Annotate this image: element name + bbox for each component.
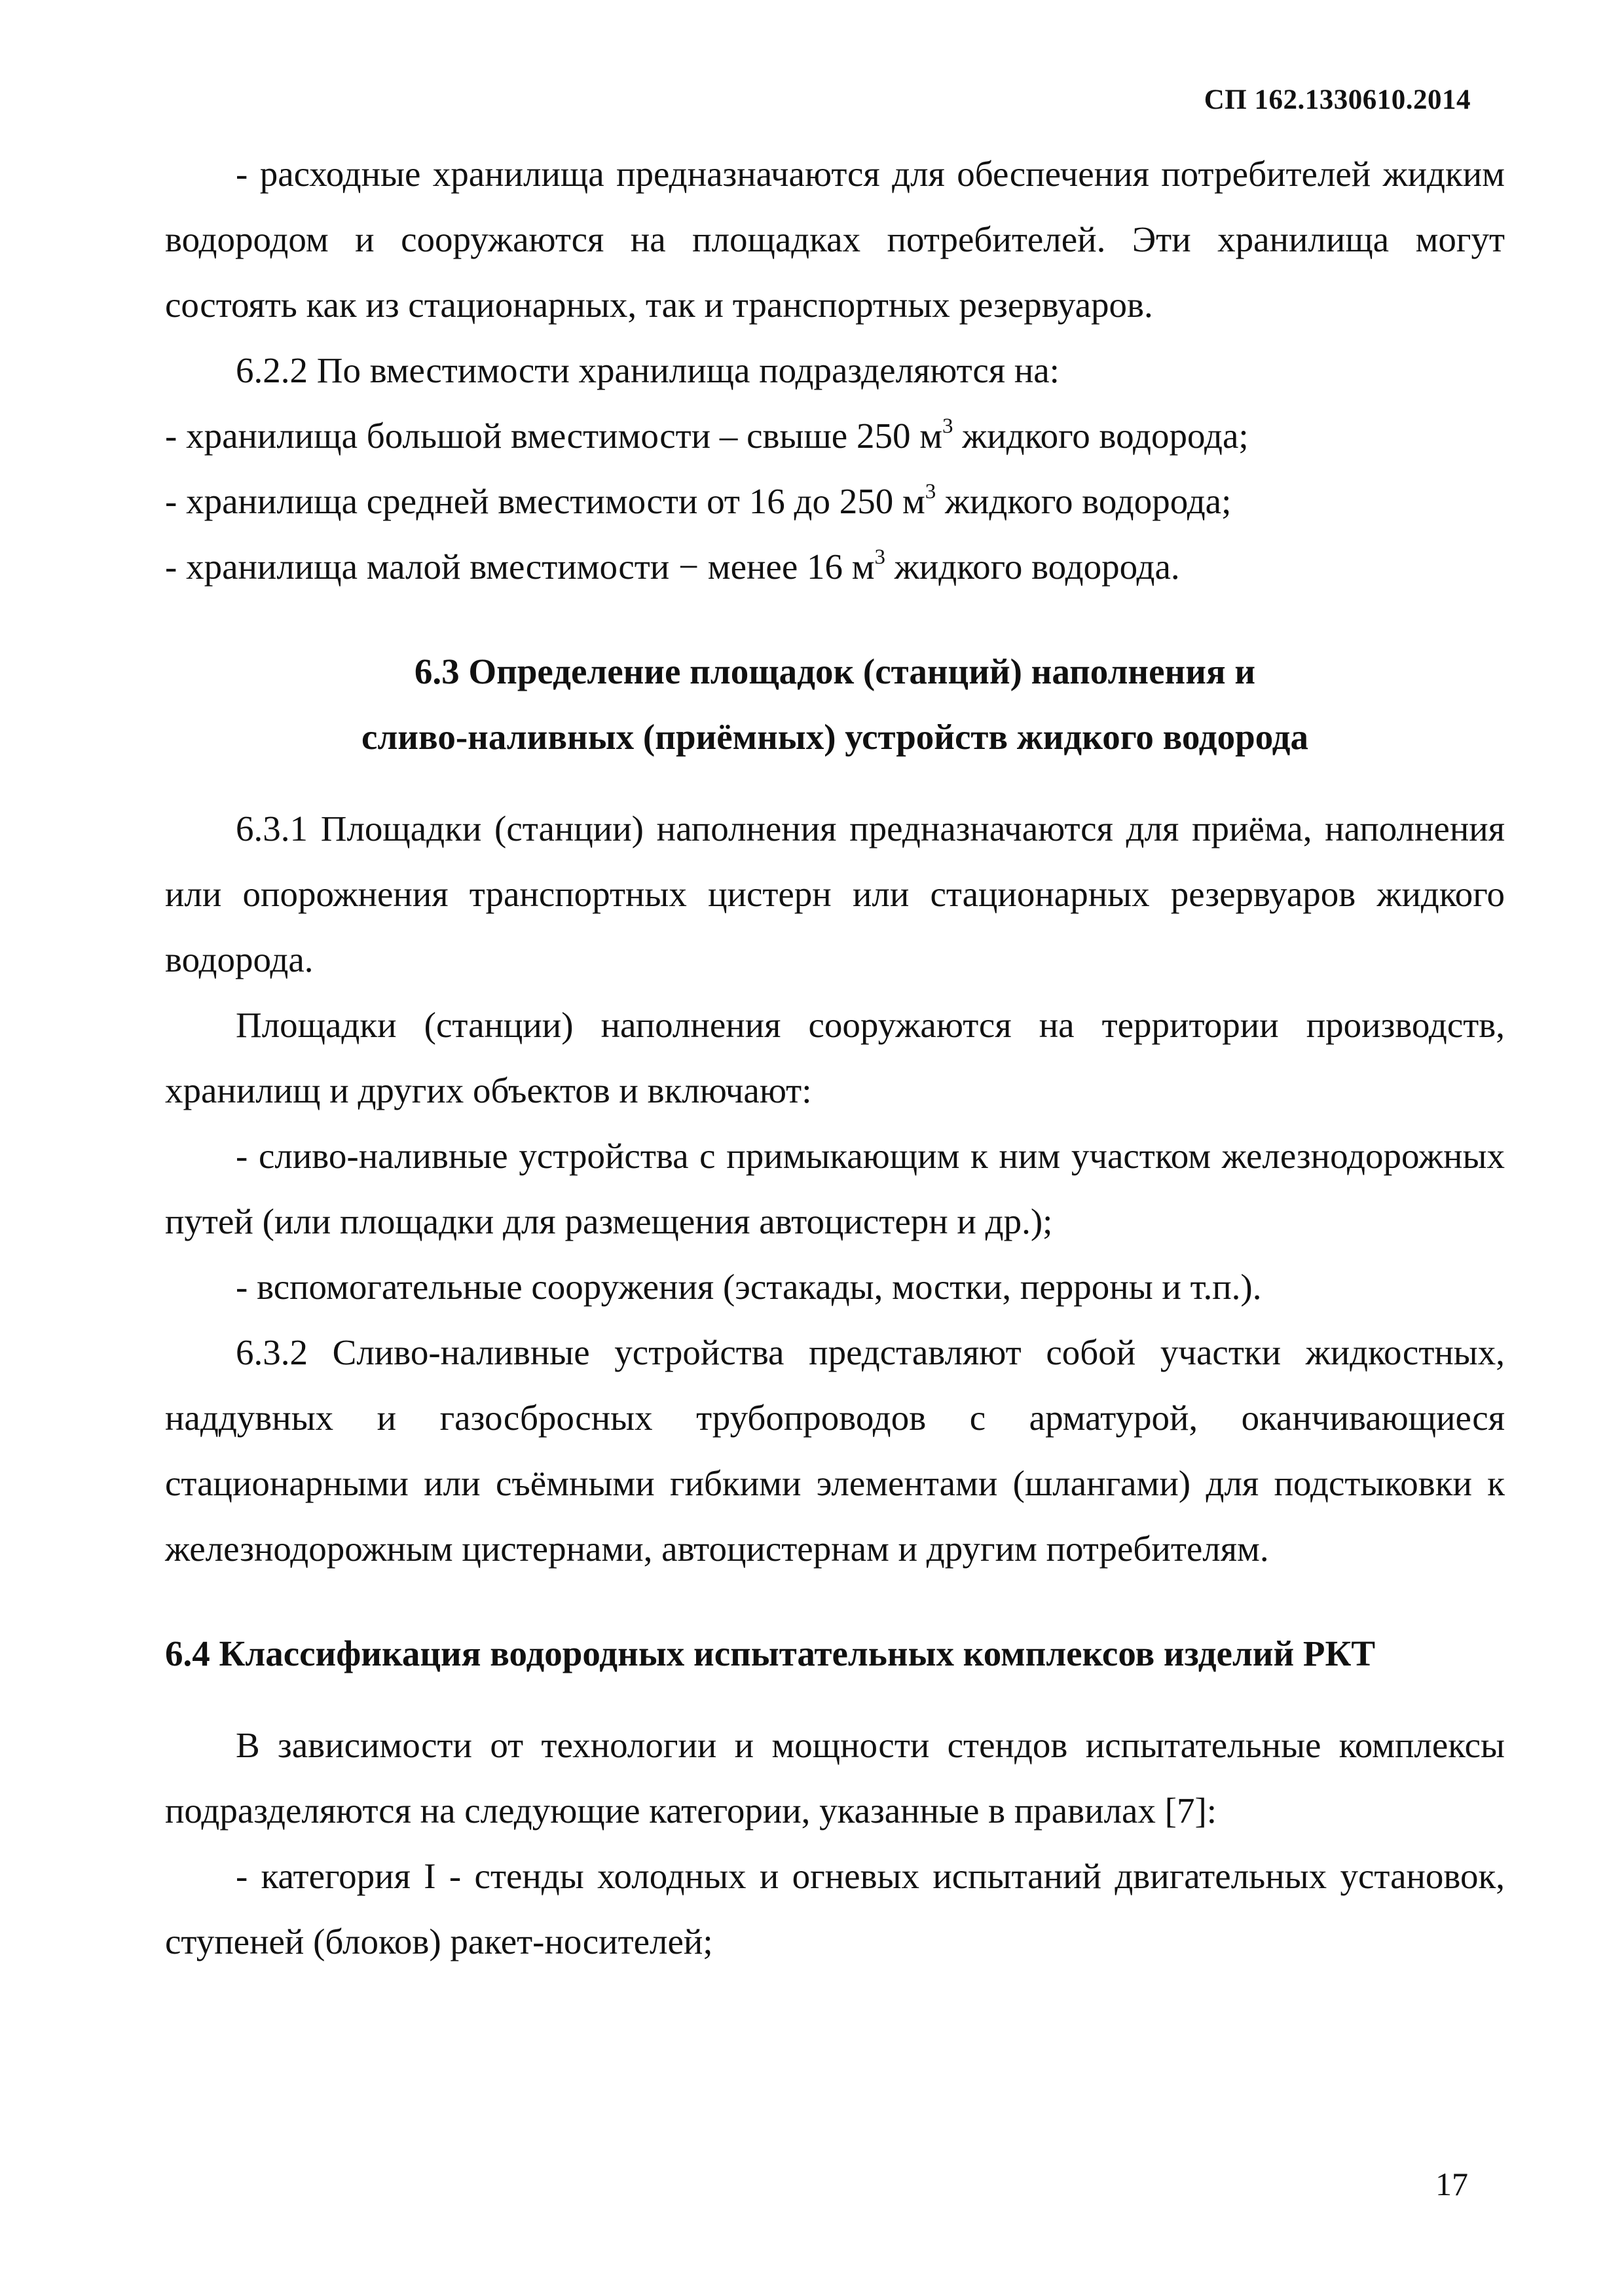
paragraph-6-3-1: 6.3.1 Площадки (станции) наполнения предназначаются для приёма, наполнения или опорожнения транспортных цистерн или стационарных резервуаров жидкого водорода. bbox=[165, 809, 1505, 979]
paragraph-filling-stations: Площадки (станции) наполнения сооружаются на территории производств, хранилищ и других объектов и включают: bbox=[165, 1005, 1505, 1110]
capacity-list bbox=[165, 403, 1505, 600]
list-item-medium-capacity: - хранилища средней вместимости от 16 до 250 $м^3$ жидкого водорода; bbox=[165, 479, 1232, 521]
paragraph-6-3-2: 6.3.2 Сливо-наливные устройства представляют собой участки жидкостных, наддувных и газосбросных трубопроводов с арматурой, оканчивающиеся стационарными или съёмными гибкими элементами (шлангами) для подстыковки к железнодорожным цистернами, автоцистернам и другим потребителям. bbox=[165, 1332, 1505, 1569]
paragraph-auxiliary-structures: - вспомогательные сооружения (эстакады, мостки, перроны и т.п.). bbox=[236, 1267, 1262, 1307]
list-item-small-capacity: - хранилища малой вместимости − менее 16 $м^3$ жидкого водорода. bbox=[165, 545, 1180, 587]
page-number: 17 bbox=[1435, 2166, 1468, 2202]
document-code: СП 162.1330610.2014 bbox=[1204, 84, 1471, 115]
section-6-3-heading-line2: сливо-наливных (приёмных) устройств жидкого водорода bbox=[361, 717, 1308, 757]
section-6-3-heading-line1: 6.3 Определение площадок (станций) наполнения и bbox=[414, 651, 1256, 691]
paragraph-loading-devices: - сливо-наливные устройства с примыкающим к ним участком железнодорожных путей (или площадки для размещения автоцистерн и др.); bbox=[165, 1136, 1505, 1241]
page-body bbox=[165, 141, 1505, 1975]
section-6-4-heading: 6.4 Классификация водородных испытательных комплексов изделий РКТ bbox=[165, 1633, 1376, 1673]
paragraph-consumable-storage: - расходные хранилища предназначаются для обеспечения потребителей жидким водородом и сооружаются на площадках потребителей. Эти хранилища могут состоять как из стационарных, так и транспортных резервуаров. bbox=[165, 154, 1505, 325]
paragraph-category-1: - категория I - стенды холодных и огневых испытаний двигательных установок, ступеней (блоков) ракет-носителей; bbox=[165, 1856, 1505, 1961]
paragraph-test-complexes: В зависимости от технологии и мощности стендов испытательные комплексы подразделяются на следующие категории, указанные в правилах [7]: bbox=[165, 1725, 1505, 1831]
paragraph-6-2-2: 6.2.2 По вместимости хранилища подразделяются на: bbox=[236, 350, 1060, 390]
list-item-large-capacity: - хранилища большой вместимости – свыше 250 $м^3$ жидкого водорода; bbox=[165, 414, 1249, 456]
